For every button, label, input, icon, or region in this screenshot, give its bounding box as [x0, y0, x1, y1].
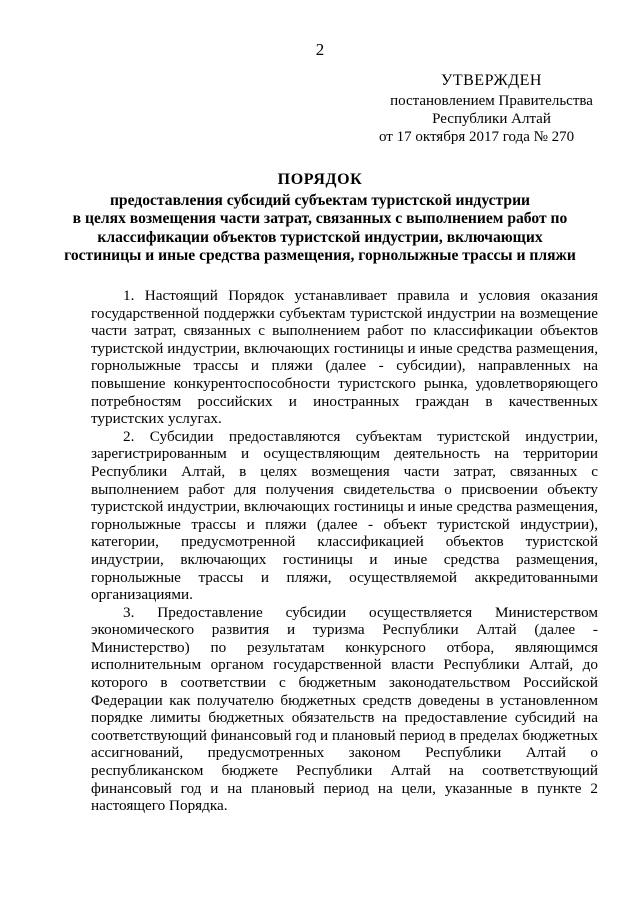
paragraph-1	[91, 287, 598, 428]
paragraph-3	[91, 604, 598, 815]
approval-stamp	[379, 72, 604, 146]
title-line-3: классификации объектов туристской индустрии, включающих	[97, 228, 543, 246]
approval-line-2: Республики Алтай	[432, 111, 551, 127]
approval-title: УТВЕРЖДЕН	[441, 72, 542, 89]
paragraph-number: 3.	[123, 603, 135, 621]
title-line-1: предоставления субсидий субъектам туристской индустрии	[109, 191, 531, 209]
title-line-2: в целях возмещения части затрат, связанных с выполнением работ по	[72, 210, 568, 228]
approval-date: от 17 октября 2017 года № 270	[379, 129, 575, 145]
paragraph-number: 2.	[123, 427, 135, 445]
paragraph-text: Субсидии предоставляются субъектам туристской индустрии, зарегистрированным и осуществляющим деятельность на территории Республики Алтай, в целях возмещения части затрат, связанных с выполнением работ для получения свидетельства о присвоении объекту туристской индустрии, включающих гостиницы и иные средства размещения, горнолыжные трассы и пляжи (далее - объект туристской индустрии), категории, предусмотренной классификацией объектов туристской индустрии, включающих гостиницы и иные средства размещения, горнолыжные трассы и пляжи, осуществляемой аккредитованными организациями.	[91, 427, 599, 604]
document-body	[91, 287, 598, 815]
approval-line-1: постановлением Правительства	[390, 93, 593, 109]
paragraph-2	[91, 428, 598, 604]
title-heading: ПОРЯДОК	[277, 171, 363, 188]
title-line-4: гостиницы и иные средства размещения, горнолыжные трассы и пляжи	[64, 247, 576, 265]
paragraph-text: Предоставление субсидии осуществляется Министерством экономического развития и туризма Республики Алтай (далее - Министерство) по результатам конкурсного отбора, являющимся исполнительным органом государственной власти Республики Алтай, до которого в соответствии с бюджетным законодательством Российской Федерации как получателю бюджетных средств доведены в установленном порядке лимиты бюджетных обязательств на предоставление субсидий на соответствующий финансовый год и плановый период в пределах бюджетных ассигнований, предусмотренных законом Республики Алтай о республиканском бюджете Республики Алтай на соответствующий финансовый год и на плановый период на цели, указанные в пункте 2 настоящего Порядка.	[91, 603, 598, 815]
page-number: 2	[315, 40, 325, 59]
paragraph-text: Настоящий Порядок устанавливает правила и условия оказания государственной поддержки субъектам туристской индустрии на возмещение части затрат, связанных с выполнением работ по классификации объектов туристской индустрии, включающих гостиницы и иные средства размещения, горнолыжные трассы и пляжи (далее - субсидии), направленных на повышение конкурентоспособности туристского рынка, удовлетворяющего потребностям российских и иностранных граждан в качественных туристских услугах.	[91, 287, 599, 428]
document-title	[0, 171, 640, 266]
paragraph-number: 1.	[123, 287, 135, 304]
